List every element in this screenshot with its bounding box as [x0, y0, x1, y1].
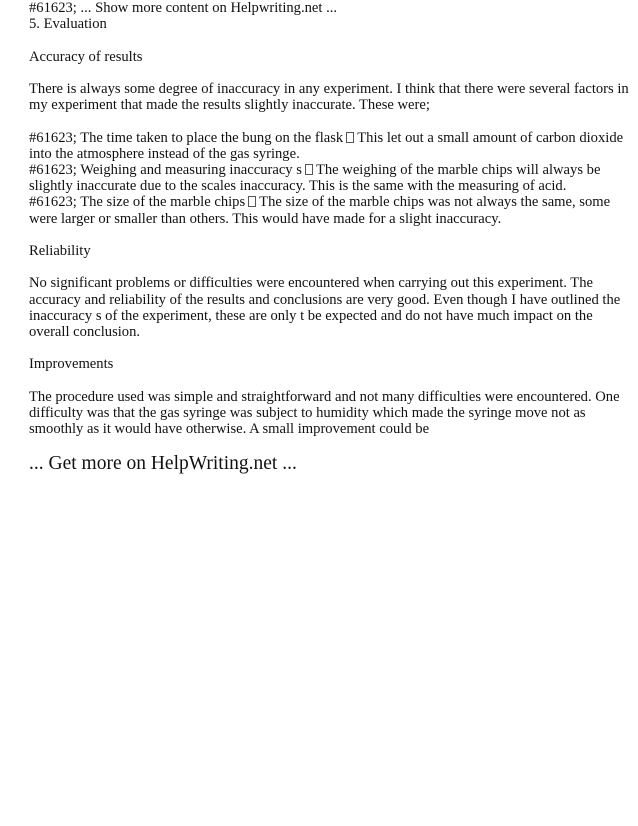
- accuracy-heading: Accuracy of results: [29, 48, 143, 65]
- list-item: #61623; Weighing and measuring inaccuracy s The weighing of the marble chips will always be slightly inaccurate due to the scales inaccuracy. This is the same with the measuring of acid.: [29, 161, 601, 195]
- accuracy-factors-list: [29, 129, 624, 227]
- reliability-paragraph: No significant problems or difficulties were encountered when carrying out this experiment. The accuracy and reliability of the results and conclusions are very good. Even though I have outlined the inaccuracy s of the experiment, these are only t be expected and do not have much impact on the overall conclusion.: [29, 275, 621, 340]
- list-item: #61623; The size of the marble chips The size of the marble chips was not always the same, some were larger or smaller than others. This would have made for a slight inaccuracy.: [29, 194, 611, 227]
- get-more-link[interactable]: ... Get more on HelpWriting.net ...: [29, 453, 297, 475]
- improvements-paragraph: The procedure used was simple and straightforward and not many difficulties were encountered. One difficulty was that the gas syringe was subject to humidity which made the syringe move not as smoothly as it would have otherwise. A small improvement could be: [29, 388, 620, 438]
- document-page: [29, 0, 629, 475]
- missing-glyph-icon: [346, 132, 354, 143]
- improvements-heading: Improvements: [29, 356, 114, 373]
- show-more-link[interactable]: #61623; ... Show more content on Helpwriting.net ...: [29, 0, 338, 16]
- missing-glyph-icon: [305, 164, 313, 175]
- reliability-heading: Reliability: [29, 242, 91, 259]
- header-block: [29, 0, 611, 32]
- list-item: #61623; The time taken to place the bung on the flask This let out a small amount of carbon dioxide into the atmosphere instead of the gas syringe.: [29, 129, 624, 162]
- section-title: 5. Evaluation: [29, 16, 107, 33]
- accuracy-intro: There is always some degree of inaccuracy in any experiment. I think that there were several factors in my experiment that made the results slightly inaccurate. These were;: [29, 80, 629, 114]
- missing-glyph-icon: [248, 196, 256, 207]
